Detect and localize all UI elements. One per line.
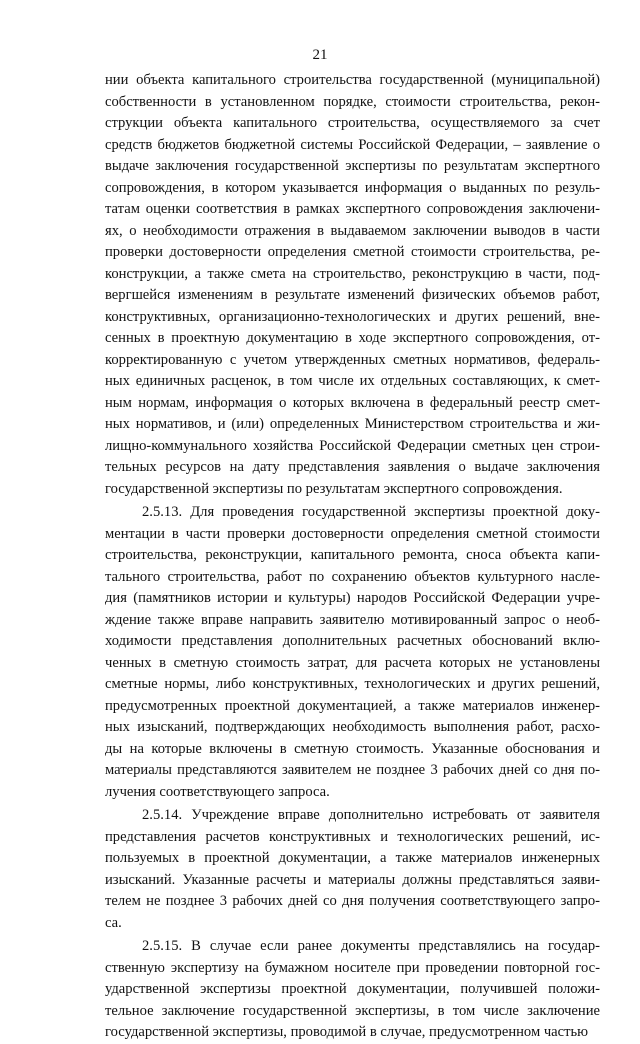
text-line: проверки достоверности определения сметной стоимости строительства, ре-	[105, 244, 600, 260]
text-line: татам оценки соответствия в рамках экспертного сопровождения заключени-	[105, 201, 600, 217]
text-line: ды на которые включены в сметную стоимость. Указанные обоснования и	[105, 740, 600, 757]
text-line: государственной экспертизы, проводимой в случае, предусмотренном частью	[105, 1024, 589, 1040]
text-line: конструкции, а также смета на строительство, реконструкцию в части, под-	[105, 265, 600, 282]
text-line: строительства, реконструкции, капитального ремонта, сноса объекта капи-	[105, 547, 600, 563]
text-line: государственной экспертизы по результатам экспертного сопровождения.	[105, 480, 563, 497]
text-line: ях, о необходимости отражения в выдаваемом заключении выводов в части	[105, 222, 600, 239]
text-line: нии объекта капитального строительства государственной (муниципальной)	[105, 72, 600, 88]
text-line: ных изысканий, подтверждающих необходимость выполнения работ, расхо-	[105, 719, 600, 735]
text-line: дия (памятников истории и культуры) народов Российской Федерации учре-	[105, 590, 600, 606]
paragraph	[105, 805, 600, 934]
text-line: пользуемых в проектной документации, а также материалов инженерных	[105, 850, 600, 866]
page-number: 21	[312, 47, 328, 63]
text-line: ным нормам, информация о которых включена в федеральный реестр смет-	[105, 394, 600, 411]
text-line: ударственной экспертизы проектной документации, получившей положи-	[105, 981, 600, 997]
text-line: средств бюджетов бюджетной системы Российской Федерации, – заявление о	[105, 136, 600, 153]
text-line: струкции объекта капитального строительства, осуществляемого за счет	[105, 115, 600, 131]
text-line: тельное заключение государственной экспертизы, в том числе заключение	[105, 1002, 600, 1019]
text-line: вергшейся изменениям в результате изменений физических объемов работ,	[105, 287, 600, 303]
text-line: тального строительства, работ по сохранению объектов культурного насле-	[105, 568, 600, 585]
text-line: са.	[105, 914, 122, 931]
text-line: 2.5.15. В случае если ранее документы представлялись на государ-	[142, 938, 600, 954]
text-line: ходимости представления дополнительных расчетных обоснований вклю-	[105, 633, 600, 649]
text-line: сопровождения, в котором указывается информация о выданных по резуль-	[105, 179, 600, 196]
paragraph	[105, 70, 600, 500]
text-line: корректированную с учетом утвержденных сметных нормативов, федераль-	[105, 351, 600, 368]
text-line: 2.5.14. Учреждение вправе дополнительно истребовать от заявителя	[142, 807, 600, 823]
text-line: тельных ресурсов на дату представления заявления о выдаче заключения	[105, 459, 600, 475]
text-line: ждение также вправе направить заявителю мотивированный запрос о необ-	[105, 611, 600, 628]
paragraph	[105, 936, 600, 1044]
text-line: предусмотренных проектной документацией, а также материалов инженер-	[105, 697, 600, 714]
text-line: лищно-коммунального хозяйства Российской Федерации сметных цен строи-	[105, 437, 600, 454]
text-line: собственности в установленном порядке, стоимости строительства, рекон-	[105, 93, 600, 110]
text-line: представления расчетов конструктивных и технологических решений, ис-	[105, 828, 600, 845]
paragraph	[105, 502, 600, 803]
document-body	[105, 70, 600, 1044]
text-line: изысканий. Указанные расчеты и материалы должны представляться заяви-	[105, 871, 600, 888]
text-line: телем не позднее 3 рабочих дней со дня получения соответствующего запро-	[105, 893, 600, 909]
text-line: конструктивных, организационно-технологических и других решений, вне-	[105, 308, 600, 325]
text-line: ченных в сметную стоимость затрат, для расчета которых не установлены	[105, 654, 600, 671]
text-line: ментации в части проверки достоверности определения сметной стоимости	[105, 525, 600, 542]
text-line: сметные нормы, либо конструктивных, технологических и других решений,	[105, 676, 600, 692]
text-line: лучения соответствующего запроса.	[105, 783, 330, 800]
text-line: выдаче заключения государственной экспертизы по результатам экспертного	[105, 158, 600, 174]
text-line: сенных в проектную документацию в ходе экспертного сопровождения, от-	[105, 330, 600, 346]
text-line: материалы представляются заявителем не позднее 3 рабочих дней со дня по-	[105, 762, 600, 778]
text-line: ных нормативов, и (или) определенных Министерством строительства и жи-	[105, 416, 600, 432]
text-line: ственную экспертизу на бумажном носителе при проведении повторной гос-	[105, 959, 600, 976]
text-line: 2.5.13. Для проведения государственной экспертизы проектной доку-	[142, 504, 600, 520]
text-line: ных единичных расценок, в том числе их отдельных составляющих, к смет-	[105, 373, 600, 389]
